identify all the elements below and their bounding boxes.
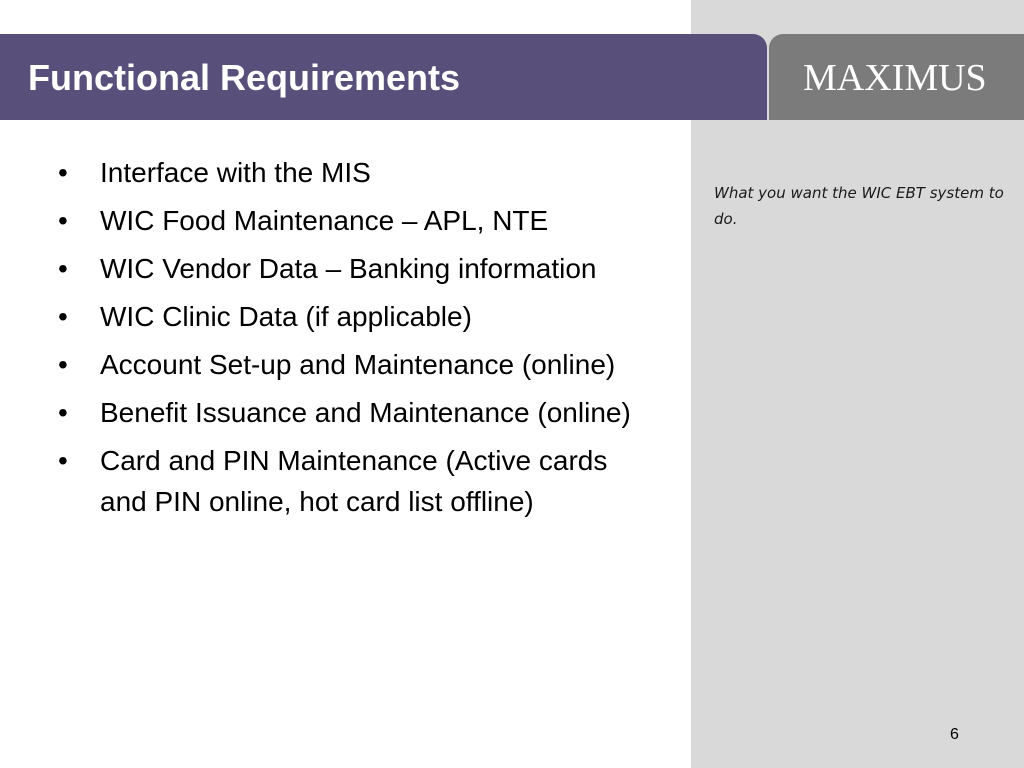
bullet-item [56,392,656,433]
bullet-text: WIC Food Maintenance – APL, NTE [100,205,549,236]
bullet-icon: • [58,349,68,380]
bullet-item [56,200,656,241]
bullet-icon: • [58,205,68,236]
bullet-text: Interface with the MIS [100,157,371,188]
bullet-icon: • [58,397,68,428]
bullet-icon: • [58,157,68,188]
side-note: What you want the WIC EBT system to do. [714,184,1004,228]
bullet-text: Benefit Issuance and Maintenance (online) [100,397,631,428]
bullet-icon: • [58,445,68,476]
bullet-text: Account Set-up and Maintenance (online) [100,349,616,380]
bullet-item [56,344,656,385]
bullet-item [56,296,656,337]
bullet-icon: • [58,253,68,284]
bullet-item [56,248,656,289]
bullet-text: WIC Vendor Data – Banking information [100,253,597,284]
bullet-list [56,152,656,529]
bullet-item [56,440,656,522]
maximus-logo: MAXIMUS [803,57,987,99]
slide-title: Functional Requirements [28,57,461,98]
bullet-icon: • [58,301,68,332]
bullet-text: WIC Clinic Data (if applicable) [100,301,472,332]
page-number: 6 [950,726,959,743]
bullet-text: Card and PIN Maintenance (Active cards and PIN online, hot card list offline) [100,445,608,517]
bullet-item [56,152,656,193]
